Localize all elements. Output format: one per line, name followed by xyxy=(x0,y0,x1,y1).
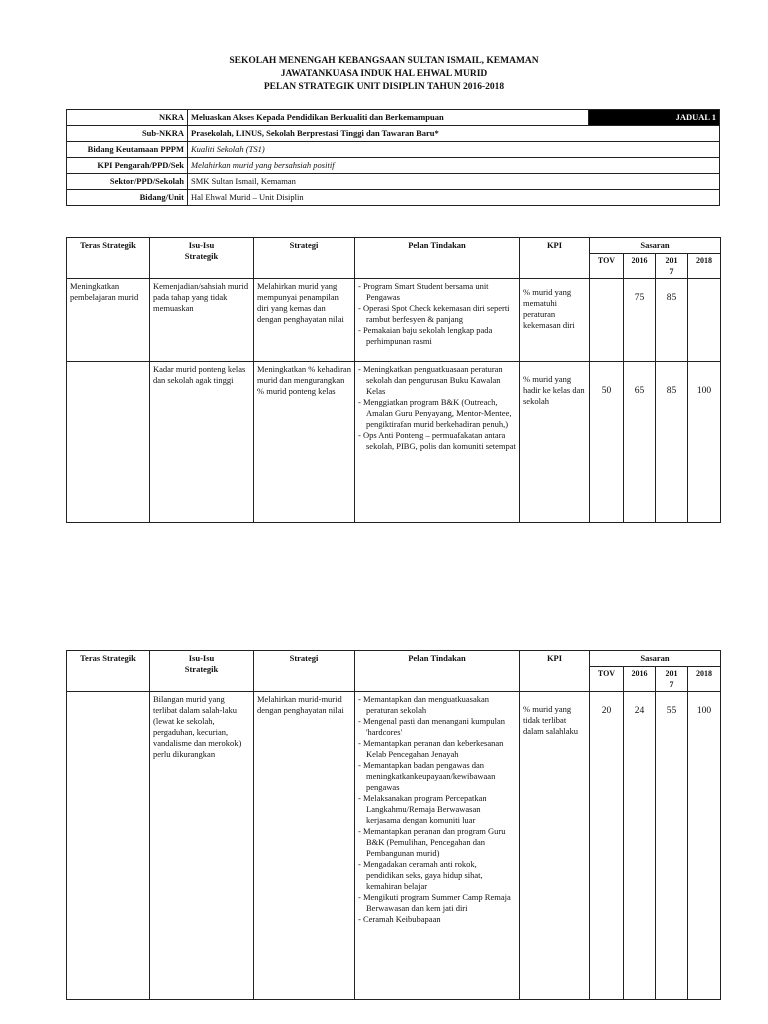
list-item: - Mengenal pasti dan menangani kumpulan 'hardcores' xyxy=(358,716,506,737)
cell-tov: 50 xyxy=(590,362,624,523)
info-label: Sektor/PPD/Sekolah xyxy=(67,174,188,190)
list-item: - Melaksanakan program Percepatkan Langkahmu/Remaja Berwawasan kerjasama dengan komuniti luar xyxy=(358,793,487,825)
table-row xyxy=(67,362,721,523)
info-row-nkra xyxy=(67,110,720,126)
cell-strategi: Melahirkan murid-murid dengan penghayatan nilai xyxy=(254,692,355,1000)
col-isu-strategik: Isu-Isu Strategik xyxy=(150,651,254,692)
table-row xyxy=(67,279,721,362)
col-pelan-tindakan: Pelan Tindakan xyxy=(355,238,520,279)
info-row-kpi xyxy=(67,158,720,174)
cell-teras xyxy=(67,362,150,523)
col-kpi: KPI xyxy=(520,651,590,692)
cell-2018: 100 xyxy=(688,362,721,523)
col-teras-strategik: Teras Strategik xyxy=(67,651,150,692)
document-header xyxy=(0,55,768,94)
cell-tov xyxy=(590,279,624,362)
info-value: Prasekolah, LINUS, Sekolah Berprestasi Tinggi dan Tawaran Baru* xyxy=(188,126,720,142)
strategic-plan-table-1 xyxy=(66,237,721,523)
col-pelan-tindakan: Pelan Tindakan xyxy=(355,651,520,692)
list-item: - Memantapkan badan pengawas dan meningkatkankeupayaan/kewibawaan pengawas xyxy=(358,760,496,792)
list-item: - Operasi Spot Check kekemasan diri seperti rambut berfesyen & panjang xyxy=(358,303,510,324)
info-label: KPI Pengarah/PPD/Sek xyxy=(67,158,188,174)
table-header-row xyxy=(67,651,721,667)
committee-name: JAWATANKUASA INDUK HAL EHWAL MURID xyxy=(280,69,488,79)
cell-teras xyxy=(67,692,150,1000)
cell-2016: 75 xyxy=(624,279,656,362)
col-sasaran: Sasaran xyxy=(590,651,721,667)
table-row xyxy=(67,692,721,1000)
cell-2018: 100 xyxy=(688,692,721,1000)
cell-kpi: % murid yang tidak terlibat dalam salahlaku xyxy=(520,692,590,1000)
table-header-row xyxy=(67,238,721,254)
col-isu-strategik: Isu-Isu Strategik xyxy=(150,238,254,279)
cell-teras: Meningkatkan pembelajaran murid xyxy=(67,279,150,362)
info-label: Sub-NKRA xyxy=(67,126,188,142)
list-item: - Mengadakan ceramah anti rokok, pendidikan seks, gaya hidup sihat, kemahiran belajar xyxy=(358,859,483,891)
col-2017: 201 7 xyxy=(656,667,688,692)
info-row-sektor xyxy=(67,174,720,190)
cell-pelan xyxy=(355,362,520,523)
cell-isu: Kemenjadian/sahsiah murid pada tahap yang tidak memuaskan xyxy=(150,279,254,362)
jadual-badge: JADUAL 1 xyxy=(589,110,720,126)
strategic-plan-table-2 xyxy=(66,650,721,1000)
cell-isu: Bilangan murid yang terlibat dalam salah-laku (lewat ke sekolah, pergaduhan, kecurian, vandalisme dan merokok) perlu dikurangkan xyxy=(150,692,254,1000)
col-2018: 2018 xyxy=(688,667,721,692)
info-value: Melahirkan murid yang bersahsiah positif xyxy=(188,158,720,174)
document-title: PELAN STRATEGIK UNIT DISIPLIN TAHUN 2016-2018 xyxy=(263,82,505,92)
col-strategi: Strategi xyxy=(254,238,355,279)
info-value: Hal Ehwal Murid – Unit Disiplin xyxy=(188,190,720,206)
info-value: Meluaskan Akses Kepada Pendidikan Berkualiti dan Berkemampuan xyxy=(188,110,589,126)
info-label: Bidang/Unit xyxy=(67,190,188,206)
cell-2017: 85 xyxy=(656,279,688,362)
col-tov: TOV xyxy=(590,254,624,279)
cell-2017: 85 xyxy=(656,362,688,523)
cell-tov: 20 xyxy=(590,692,624,1000)
cell-2017: 55 xyxy=(656,692,688,1000)
school-name: SEKOLAH MENENGAH KEBANGSAAN SULTAN ISMAIL, KEMAMAN xyxy=(229,56,539,66)
list-item: - Memantapkan dan menguatkuasakan peraturan sekolah xyxy=(358,694,489,715)
list-item: - Ops Anti Ponteng – permuafakatan antara sekolah, PIBG, polis dan komuniti setempat xyxy=(358,430,516,451)
list-item: - Meningkatkan penguatkuasaan peraturan sekolah dan pengurusan Buku Kawalan Kelas xyxy=(358,364,503,396)
list-item: - Memantapkan peranan dan keberkesanan Kelab Pencegahan Jenayah xyxy=(358,738,504,759)
info-value: Kualiti Sekolah (TS1) xyxy=(188,142,720,158)
info-label: NKRA xyxy=(67,110,188,126)
cell-2018 xyxy=(688,279,721,362)
info-table xyxy=(66,109,720,206)
info-row-bidang-unit xyxy=(67,190,720,206)
col-tov: TOV xyxy=(590,667,624,692)
list-item: - Memantapkan peranan dan program Guru B&K (Pemulihan, Pencegahan dan Pembangunan murid) xyxy=(358,826,506,858)
info-row-sub-nkra xyxy=(67,126,720,142)
cell-2016: 65 xyxy=(624,362,656,523)
info-label: Bidang Keutamaan PPPM xyxy=(67,142,188,158)
list-item: - Program Smart Student bersama unit Pengawas xyxy=(358,281,489,302)
col-strategi: Strategi xyxy=(254,651,355,692)
cell-isu: Kadar murid ponteng kelas dan sekolah agak tinggi xyxy=(150,362,254,523)
col-2017: 201 7 xyxy=(656,254,688,279)
cell-strategi: Meningkatkan % kehadiran murid dan mengurangkan % murid ponteng kelas xyxy=(254,362,355,523)
col-kpi: KPI xyxy=(520,238,590,279)
cell-kpi: % murid yang mematuhi peraturan kekemasan diri xyxy=(520,279,590,362)
col-2016: 2016 xyxy=(624,254,656,279)
col-sasaran: Sasaran xyxy=(590,238,721,254)
col-2016: 2016 xyxy=(624,667,656,692)
cell-pelan xyxy=(355,692,520,1000)
list-item: - Ceramah Keibubapaan xyxy=(358,914,441,924)
list-item: - Pemakaian baju sekolah lengkap pada perhimpunan rasmi xyxy=(358,325,493,346)
cell-strategi: Melahirkan murid yang mempunyai penampilan diri yang kemas dan dengan penghayatan nilai xyxy=(254,279,355,362)
col-2018: 2018 xyxy=(688,254,721,279)
cell-2016: 24 xyxy=(624,692,656,1000)
info-row-bidang-keutamaan xyxy=(67,142,720,158)
cell-pelan xyxy=(355,279,520,362)
list-item: - Mengikuti program Summer Camp Remaja Berwawasan dan kem jati diri xyxy=(358,892,511,913)
info-value: SMK Sultan Ismail, Kemaman xyxy=(188,174,720,190)
col-teras-strategik: Teras Strategik xyxy=(67,238,150,279)
cell-kpi: % murid yang hadir ke kelas dan sekolah xyxy=(520,362,590,523)
list-item: - Menggiatkan program B&K (Outreach, Amalan Guru Penyayang, Mentor-Mentee, pengiktirafan murid berkehadiran penuh,) xyxy=(358,397,512,429)
